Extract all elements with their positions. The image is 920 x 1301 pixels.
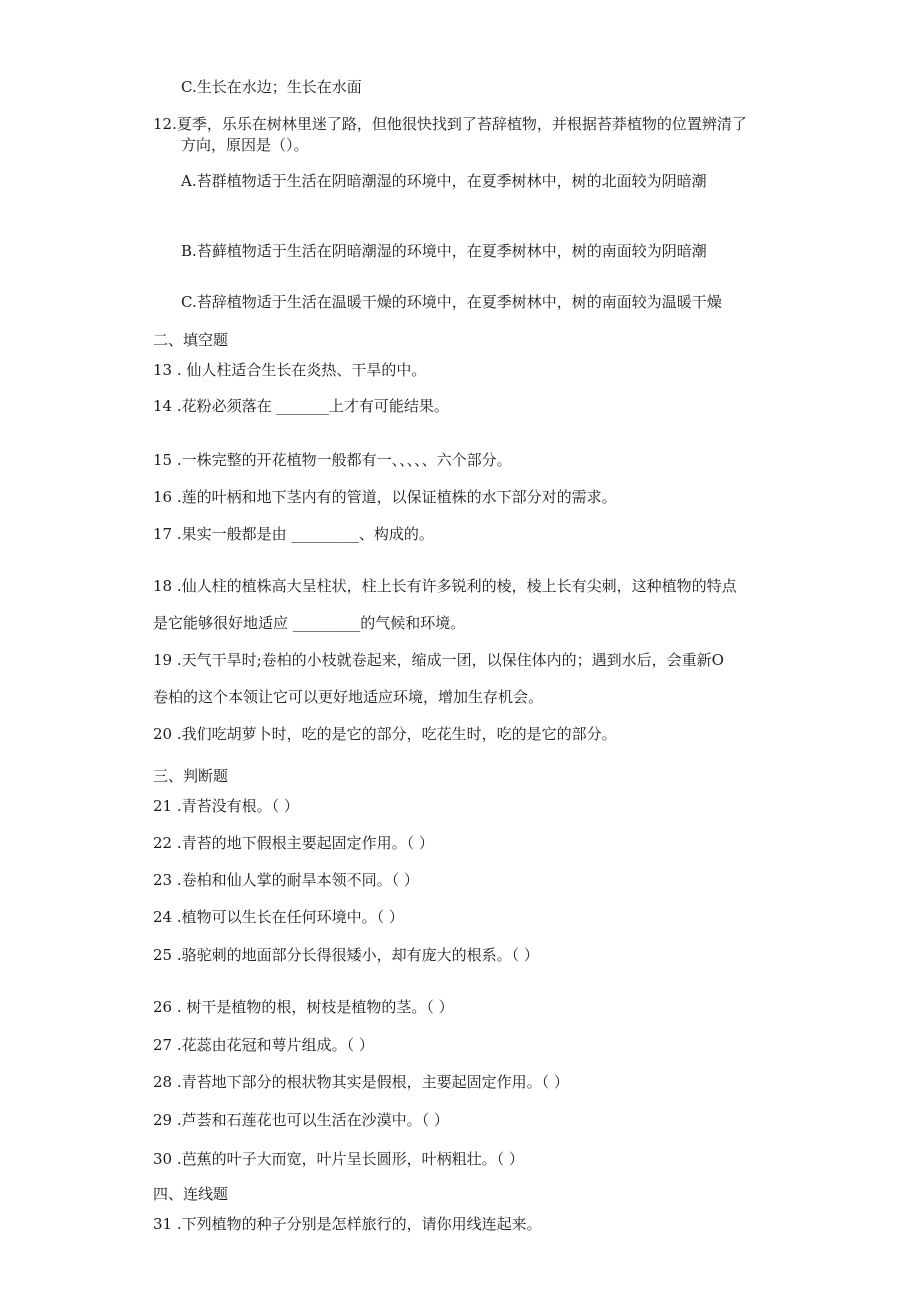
q12-stem-line2: 方向，原因是（）。	[181, 136, 309, 154]
q22: 22 .青苔的地下假根主要起固定作用。（ ）	[153, 834, 434, 852]
q29: 29 .芦荟和石莲花也可以生活在沙漠中。（ ）	[153, 1111, 449, 1129]
q12-stem-line1: 12.夏季，乐乐在树林里迷了路，但他很快找到了苔辞植物，并根据苔莽植物的位置辨清了	[153, 115, 747, 133]
section-heading-fill-blank: 二、填空题	[153, 331, 229, 349]
q12-option-b: B.苔藓植物适于生活在阴暗潮湿的环境中，在夏季树林中，树的南面较为阴暗潮	[181, 242, 707, 260]
q21: 21 .青苔没有根。（ ）	[153, 797, 299, 815]
q19-line1: 19 .天气干旱时;卷柏的小枝就卷起来，缩成一团，以保住体内的；遇到水后，会重新O	[153, 651, 724, 669]
q18-line1: 18 .仙人柱的植株高大呈柱状，柱上长有许多锐利的棱，棱上长有尖刺，这种植物的特点	[153, 577, 737, 595]
q18-line2: 是它能够很好地适应 _________的气候和环境。	[153, 614, 466, 632]
q17: 17 .果实一般都是由 _________、构成的。	[153, 525, 434, 543]
q28: 28 .青苔地下部分的根状物其实是假根，主要起固定作用。（ ）	[153, 1073, 569, 1091]
q30: 30 .芭蕉的叶子大而宽，叶片呈长圆形，叶柄粗壮。（ ）	[153, 1150, 524, 1168]
q15: 15 .一株完整的开花植物一般都有一、、、、、六个部分。	[153, 451, 512, 469]
q12-option-c: C.苔辞植物适于生活在温暖干燥的环境中，在夏季树林中，树的南面较为温暖干燥	[181, 293, 722, 311]
q31: 31 .下列植物的种子分别是怎样旅行的，请你用线连起来。	[153, 1215, 542, 1233]
q11-option-c: C.生长在水边；生长在水面	[181, 78, 362, 96]
q23: 23 .卷柏和仙人掌的耐旱本领不同。（ ）	[153, 871, 419, 889]
q16: 16 .莲的叶柄和地下茎内有的管道，以保证植株的水下部分对的需求。	[153, 488, 617, 506]
q20: 20 .我们吃胡萝卜时，吃的是它的部分，吃花生时，吃的是它的部分。	[153, 725, 617, 743]
q26: 26 . 树干是植物的根，树枝是植物的茎。（ ）	[153, 998, 454, 1016]
q12-option-a: A.苔群植物适于生活在阴暗潮湿的环境中，在夏季树林中，树的北面较为阴暗潮	[181, 172, 707, 190]
q27: 27 .花蕊由花冠和萼片组成。（ ）	[153, 1036, 374, 1054]
section-heading-judgment: 三、判断题	[153, 767, 229, 785]
q24: 24 .植物可以生长在任何环境中。（ ）	[153, 908, 404, 926]
q14: 14 .花粉必须落在 _______上才有可能结果。	[153, 397, 449, 415]
section-heading-matching: 四、连线题	[153, 1185, 229, 1203]
q25: 25 .骆驼刺的地面部分长得很矮小，却有庞大的根系。（ ）	[153, 946, 539, 964]
q19-line2: 卷柏的这个本领让它可以更好地适应环境，增加生存机会。	[153, 688, 544, 706]
q13: 13 . 仙人柱适合生长在炎热、干旱的中。	[153, 361, 427, 379]
